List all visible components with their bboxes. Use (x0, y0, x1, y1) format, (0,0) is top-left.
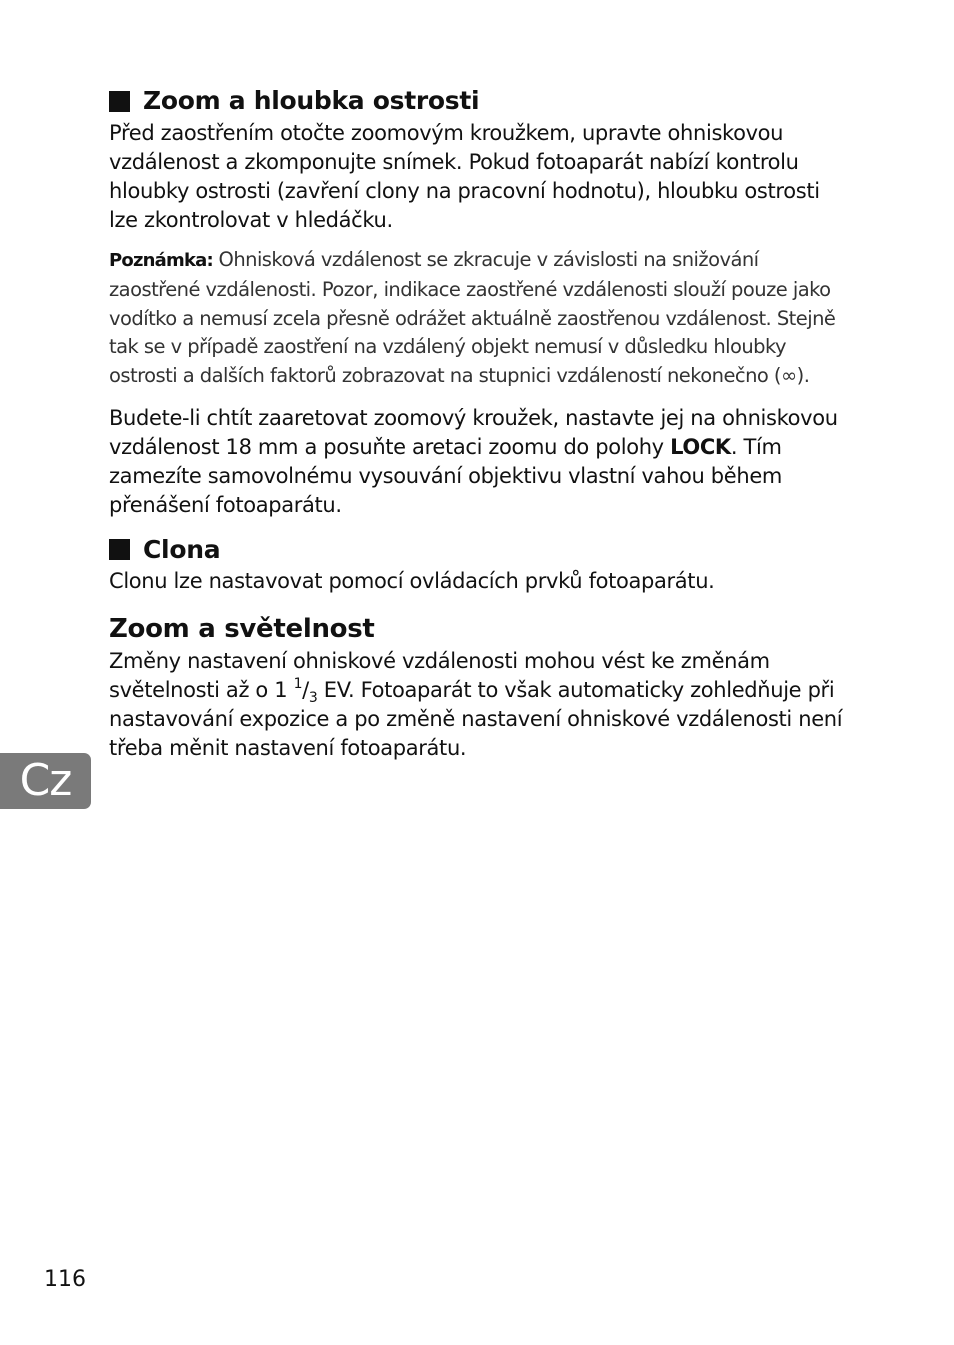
fraction-slash: / (302, 677, 309, 702)
fraction-denominator: 3 (308, 689, 318, 706)
zoom-lock-text-after: . Tím zamezíte samovolnému vysouvání objektivu vlastní vahou během přenášení fotoaparátu. (109, 434, 782, 517)
square-bullet-icon (109, 539, 130, 560)
zoom-lock-paragraph (109, 404, 849, 520)
page-number: 116 (44, 1267, 86, 1292)
page-content (109, 84, 849, 763)
zoom-aperture-text-after: EV. Fotoaparát to však automaticky zohledňuje při nastavování expozice a po změně nastavení ohniskové vzdálenosti není třeba měnit nastavení fotoaparátu. (109, 677, 843, 760)
section-heading-zoom-aperture: Zoom a světelnost (109, 613, 375, 644)
note-paragraph (109, 246, 849, 391)
zoom-lock-text-before: Budete-li chtít zaaretovat zoomový kroužek, nastavte jej na ohniskovou vzdálenost 18 mm a posuňte aretaci zoomu do polohy (109, 405, 838, 459)
section-heading-aperture-text: Clona (143, 534, 221, 564)
zoom-depth-paragraph: Před zaostřením otočte zoomovým kroužkem, upravte ohniskovou vzdálenost a zkomponujte snímek. Pokud fotoaparát nabízí kontrolu hloubky ostrosti (zavření clony na pracovní hodnotu), hloubku ostrosti lze zkontrolovat v hledáčku. (109, 121, 820, 232)
section-heading-zoom-depth-text: Zoom a hloubka ostrosti (143, 86, 480, 115)
fraction-numerator: 1 (293, 675, 303, 692)
section-heading-aperture (109, 533, 849, 567)
note-text: Ohnisková vzdálenost se zkracuje v závislosti na snižování zaostřené vzdálenosti. Pozor, indikace zaostřené vzdálenosti slouží pouze jako vodítko a nemusí zcela přesně odrážet aktuálně zaostřenou vzdálenost. Stejně tak se v případě zaostření na vzdálený objekt nemusí v důsledku hloubky ostrosti a dalších faktorů zobrazovat na stupnici vzdáleností nekonečno (∞). (109, 248, 836, 388)
zoom-aperture-paragraph (109, 647, 849, 763)
aperture-paragraph: Clonu lze nastavovat pomocí ovládacích prvků fotoaparátu. (109, 568, 715, 593)
zoom-aperture-text-before: Změny nastavení ohniskové vzdálenosti mohou vést ke změnám světelnosti až o 1 (109, 648, 770, 702)
language-tab-label: Cz (19, 755, 72, 806)
note-label: Poznámka: (109, 250, 213, 271)
lock-word: LOCK (670, 434, 731, 459)
language-tab (0, 753, 91, 809)
section-heading-zoom-depth (109, 84, 849, 118)
square-bullet-icon (109, 91, 130, 112)
